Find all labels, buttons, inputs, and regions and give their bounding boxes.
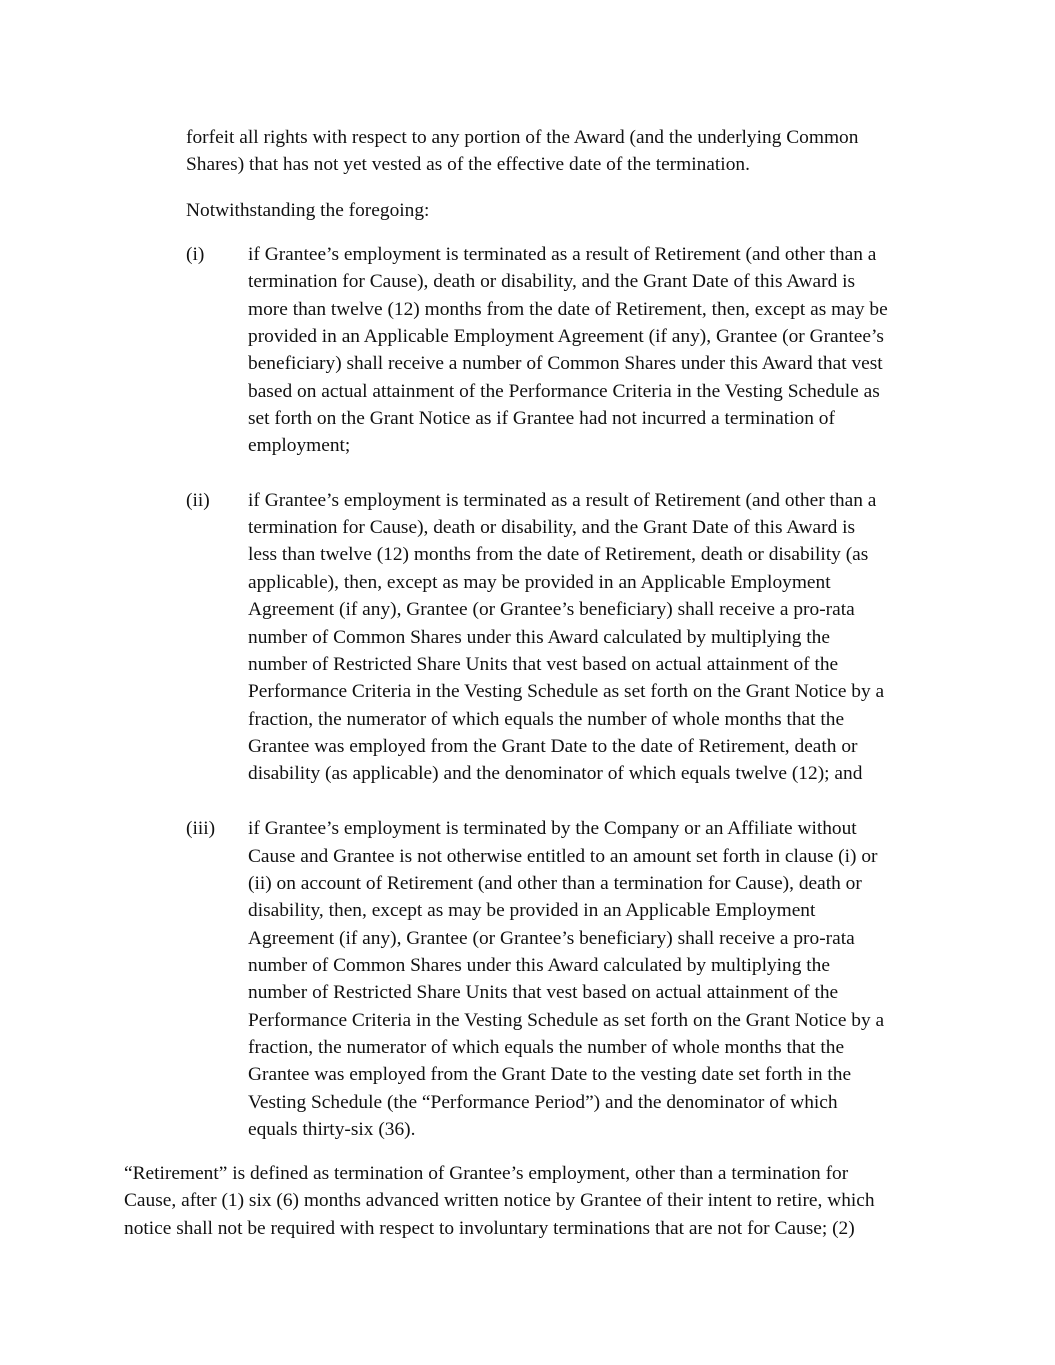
retirement-line: notice shall not be required with respect to involuntary terminations that are not for Cause; (2) <box>124 1218 855 1239</box>
retirement-line: “Retirement” is defined as termination of Grantee’s employment, other than a termination for <box>124 1163 849 1184</box>
clause-line: if Grantee’s employment is terminated as a result of Retirement (and other than a <box>248 490 877 511</box>
intro-line: Shares) that has not yet vested as of the effective date of the termination. <box>186 154 750 175</box>
clause-line: applicable), then, except as may be provided in an Applicable Employment <box>248 572 831 593</box>
clause-line: Cause and Grantee is not otherwise entitled to an amount set forth in clause (i) or <box>248 846 878 867</box>
clause-line: Performance Criteria in the Vesting Schedule as set forth on the Grant Notice by a <box>248 1010 885 1031</box>
clause-line: if Grantee’s employment is terminated by the Company or an Affiliate without <box>248 818 857 839</box>
clause-line: Performance Criteria in the Vesting Schedule as set forth on the Grant Notice by a <box>248 681 885 702</box>
clause-line: Grantee was employed from the Grant Date to the vesting date set forth in the <box>248 1064 852 1085</box>
clause-line: less than twelve (12) months from the date of Retirement, death or disability (as <box>248 544 869 565</box>
clause-line: (ii) on account of Retirement (and other than a termination for Cause), death or <box>248 873 862 894</box>
clause-line: beneficiary) shall receive a number of Common Shares under this Award that vest <box>248 353 883 374</box>
clause-line: if Grantee’s employment is terminated as a result of Retirement (and other than a <box>248 244 877 265</box>
clause-marker: (i) <box>186 244 205 265</box>
clause-marker: (ii) <box>186 490 210 511</box>
intro-line: forfeit all rights with respect to any portion of the Award (and the underlying Common <box>186 127 859 148</box>
clause-line: disability, then, except as may be provided in an Applicable Employment <box>248 900 816 921</box>
clause-line: Agreement (if any), Grantee (or Grantee’s beneficiary) shall receive a pro-rata <box>248 928 855 949</box>
clause-line: fraction, the numerator of which equals the number of whole months that the <box>248 1037 845 1058</box>
clause-line: Grantee was employed from the Grant Date to the date of Retirement, death or <box>248 736 858 757</box>
clause-marker: (iii) <box>186 818 216 839</box>
clause-line: termination for Cause), death or disability, and the Grant Date of this Award is <box>248 517 856 538</box>
clause-line: employment; <box>248 435 351 456</box>
clause-line: equals thirty-six (36). <box>248 1119 416 1140</box>
clause-line: more than twelve (12) months from the date of Retirement, then, except as may be <box>248 299 888 320</box>
clause-line: based on actual attainment of the Performance Criteria in the Vesting Schedule as <box>248 381 880 402</box>
clause-line: fraction, the numerator of which equals the number of whole months that the <box>248 709 845 730</box>
clause-line: Agreement (if any), Grantee (or Grantee’s beneficiary) shall receive a pro-rata <box>248 599 855 620</box>
clause-line: termination for Cause), death or disability, and the Grant Date of this Award is <box>248 271 856 292</box>
clause-line: provided in an Applicable Employment Agreement (if any), Grantee (or Grantee’s <box>248 326 884 347</box>
retirement-line: Cause, after (1) six (6) months advanced written notice by Grantee of their intent to retire, which <box>124 1190 875 1211</box>
clause-line: number of Common Shares under this Award calculated by multiplying the <box>248 627 830 648</box>
clause-line: set forth on the Grant Notice as if Grantee had not incurred a termination of <box>248 408 835 429</box>
notwithstanding-line: Notwithstanding the foregoing: <box>186 200 430 221</box>
clause-line: number of Common Shares under this Award calculated by multiplying the <box>248 955 830 976</box>
clause-line: number of Restricted Share Units that vest based on actual attainment of the <box>248 654 839 675</box>
clause-line: Vesting Schedule (the “Performance Period”) and the denominator of which <box>248 1092 838 1113</box>
clause-line: disability (as applicable) and the denominator of which equals twelve (12); and <box>248 763 863 784</box>
clause-line: number of Restricted Share Units that vest based on actual attainment of the <box>248 982 839 1003</box>
